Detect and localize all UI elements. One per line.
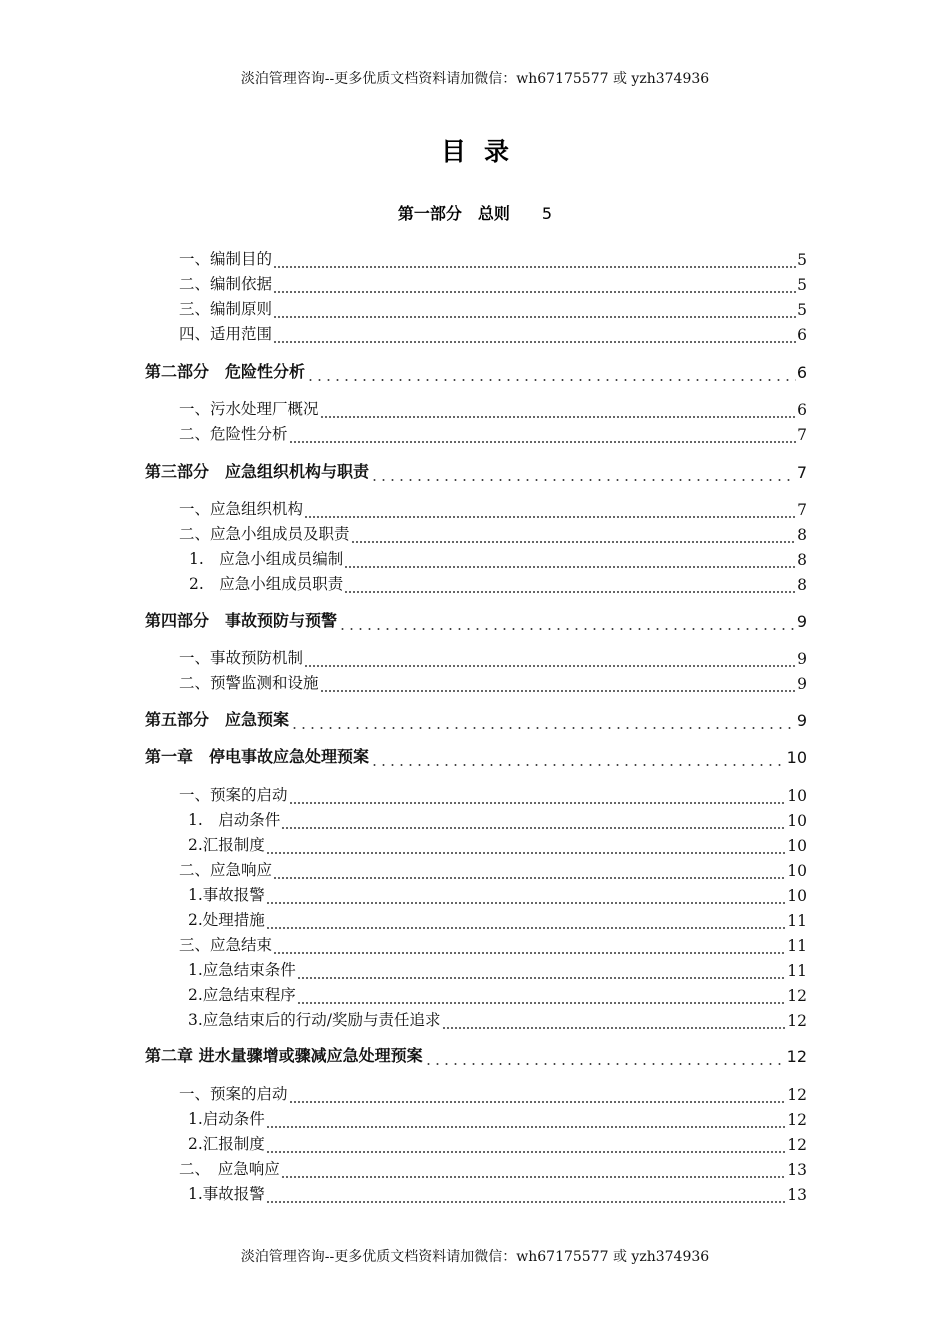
toc-leader bbox=[281, 812, 786, 830]
toc-heading[interactable] bbox=[145, 609, 807, 631]
toc-part-one-label: 第一部分 总则 bbox=[397, 204, 510, 223]
toc-part-one[interactable] bbox=[0, 201, 950, 224]
toc-entry[interactable] bbox=[145, 883, 807, 905]
toc-entry[interactable] bbox=[145, 1107, 807, 1129]
toc-entry[interactable] bbox=[145, 908, 807, 930]
toc-heading-label: 第五部分 应急预案 bbox=[145, 710, 290, 729]
toc-heading[interactable] bbox=[145, 708, 807, 730]
toc-entry-page: 11 bbox=[787, 912, 807, 930]
toc-entry[interactable] bbox=[145, 858, 807, 880]
toc-entry[interactable] bbox=[145, 547, 807, 569]
toc-entry-label: 2.应急结束程序 bbox=[188, 986, 296, 1004]
toc-entry-page: 8 bbox=[797, 526, 807, 544]
toc-entry-page: 12 bbox=[787, 1012, 807, 1030]
toc-leader bbox=[266, 1111, 786, 1129]
toc-leader bbox=[320, 401, 797, 419]
toc-leader bbox=[338, 614, 796, 631]
toc-heading-label: 第四部分 事故预防与预警 bbox=[145, 611, 338, 630]
toc-heading[interactable] bbox=[145, 745, 807, 767]
toc-entry-page: 11 bbox=[787, 962, 807, 980]
toc-entry-label: 3.应急结束后的行动/奖励与责任追求 bbox=[188, 1011, 441, 1029]
toc-leader bbox=[370, 465, 796, 482]
toc-entry[interactable] bbox=[145, 808, 807, 830]
toc-heading[interactable] bbox=[145, 460, 807, 482]
toc-heading[interactable] bbox=[145, 1044, 807, 1066]
toc-heading-page: 9 bbox=[796, 612, 807, 631]
toc-entry[interactable] bbox=[145, 983, 807, 1005]
toc-entry-page: 5 bbox=[797, 251, 807, 269]
toc-entry-page: 12 bbox=[787, 1111, 807, 1129]
toc-entry-page: 10 bbox=[787, 787, 807, 805]
toc-heading-label: 第二章 进水量骤增或骤减应急处理预案 bbox=[145, 1046, 423, 1065]
toc-leader bbox=[266, 837, 786, 855]
toc-leader bbox=[273, 251, 796, 269]
toc-leader bbox=[306, 365, 796, 382]
toc-heading-page: 10 bbox=[786, 748, 807, 767]
page-title: 目录 bbox=[440, 137, 527, 166]
toc-entry[interactable] bbox=[145, 1132, 807, 1154]
toc-entry-label: 一、编制目的 bbox=[179, 250, 273, 268]
toc-entry-label: 1.事故报警 bbox=[188, 886, 265, 904]
toc-entry[interactable] bbox=[145, 297, 807, 319]
toc-part-one-page: 5 bbox=[541, 204, 553, 223]
toc-entry-page: 12 bbox=[787, 1086, 807, 1104]
toc-entry[interactable] bbox=[145, 933, 807, 955]
toc-heading-label: 第一章 停电事故应急处理预案 bbox=[145, 747, 370, 766]
toc-leader bbox=[344, 551, 796, 569]
toc-entry-page: 6 bbox=[797, 326, 807, 344]
toc-leader bbox=[273, 862, 786, 880]
toc-heading-label: 第二部分 危险性分析 bbox=[145, 362, 306, 381]
toc-heading-page: 12 bbox=[786, 1047, 807, 1066]
toc-entry-label: 2. 应急小组成员职责 bbox=[189, 575, 344, 593]
toc-leader bbox=[266, 1186, 786, 1204]
toc-entry[interactable] bbox=[145, 646, 807, 668]
toc-entry-page: 9 bbox=[797, 650, 807, 668]
toc-entry-label: 1.应急结束条件 bbox=[188, 961, 296, 979]
toc-entry-page: 11 bbox=[787, 937, 807, 955]
toc-entry-label: 四、适用范围 bbox=[179, 325, 273, 343]
toc-leader bbox=[273, 276, 796, 294]
toc-entry[interactable] bbox=[145, 1082, 807, 1104]
toc-leader bbox=[424, 1049, 786, 1066]
toc-entry-label: 一、应急组织机构 bbox=[179, 500, 304, 518]
toc-entry[interactable] bbox=[145, 247, 807, 269]
toc-heading-page: 7 bbox=[796, 463, 807, 482]
toc-leader bbox=[297, 962, 786, 980]
toc-entry[interactable] bbox=[145, 783, 807, 805]
toc-entry-label: 2.汇报制度 bbox=[188, 1135, 265, 1153]
toc-leader bbox=[320, 675, 797, 693]
toc-entry[interactable] bbox=[145, 572, 807, 594]
toc-entry-label: 二、预警监测和设施 bbox=[179, 674, 319, 692]
toc-entry-page: 12 bbox=[787, 987, 807, 1005]
toc-entry-page: 5 bbox=[797, 301, 807, 319]
toc-entry-label: 二、编制依据 bbox=[179, 275, 273, 293]
toc-leader bbox=[289, 1086, 787, 1104]
toc-leader bbox=[273, 326, 796, 344]
toc-entry[interactable] bbox=[145, 1157, 807, 1179]
toc-entry-page: 13 bbox=[787, 1186, 807, 1204]
toc-entry-label: 二、危险性分析 bbox=[179, 425, 288, 443]
toc-entry-label: 一、预案的启动 bbox=[179, 786, 288, 804]
toc-leader bbox=[266, 887, 786, 905]
toc-entry-label: 一、事故预防机制 bbox=[179, 649, 304, 667]
toc-entry-label: 三、编制原则 bbox=[179, 300, 273, 318]
toc-entry[interactable] bbox=[145, 1008, 807, 1030]
toc-heading-page: 6 bbox=[796, 363, 807, 382]
toc-entry-label: 一、污水处理厂概况 bbox=[179, 400, 319, 418]
toc-entry-page: 13 bbox=[787, 1161, 807, 1179]
toc-leader bbox=[266, 1136, 786, 1154]
toc-leader bbox=[351, 526, 797, 544]
toc-heading[interactable] bbox=[145, 360, 807, 382]
toc-entry-page: 10 bbox=[787, 887, 807, 905]
toc-leader bbox=[289, 426, 797, 444]
toc-leader bbox=[442, 1012, 787, 1030]
toc-entry[interactable] bbox=[145, 522, 807, 544]
toc-leader bbox=[304, 501, 796, 519]
toc-entry-label: 1.事故报警 bbox=[188, 1185, 265, 1203]
toc-entry-page: 6 bbox=[797, 401, 807, 419]
toc-leader bbox=[304, 650, 796, 668]
toc-leader bbox=[273, 301, 796, 319]
toc-leader bbox=[344, 576, 796, 594]
toc-leader bbox=[281, 1161, 787, 1179]
toc-entry-page: 8 bbox=[797, 576, 807, 594]
toc-leader bbox=[290, 713, 796, 730]
toc-entry-label: 2.汇报制度 bbox=[188, 836, 265, 854]
toc-entry[interactable] bbox=[145, 1182, 807, 1204]
toc-entry-label: 1. 应急小组成员编制 bbox=[189, 550, 344, 568]
toc-leader bbox=[370, 750, 786, 767]
toc-leader bbox=[266, 912, 786, 930]
toc-entry-page: 12 bbox=[787, 1136, 807, 1154]
toc-entry-label: 二、应急响应 bbox=[179, 861, 273, 879]
toc-entry[interactable] bbox=[145, 422, 807, 444]
toc-entry[interactable] bbox=[145, 833, 807, 855]
toc-entry-label: 一、预案的启动 bbox=[179, 1085, 288, 1103]
toc-entry-page: 10 bbox=[787, 812, 807, 830]
toc-entry[interactable] bbox=[145, 322, 807, 344]
toc-entry-page: 5 bbox=[797, 276, 807, 294]
toc-entry[interactable] bbox=[145, 397, 807, 419]
toc-entry-page: 7 bbox=[797, 501, 807, 519]
toc-entry-page: 10 bbox=[787, 837, 807, 855]
toc-entry[interactable] bbox=[145, 497, 807, 519]
toc-entry-label: 1.启动条件 bbox=[188, 1110, 265, 1128]
page-footer: 淡泊管理咨询--更多优质文档资料请加微信：wh67175577 或 yzh374936 bbox=[240, 1249, 710, 1265]
toc-entry[interactable] bbox=[145, 671, 807, 693]
toc-heading-page: 9 bbox=[796, 711, 807, 730]
toc-entry-label: 1. 启动条件 bbox=[188, 811, 281, 829]
toc-entry[interactable] bbox=[145, 272, 807, 294]
toc-entry-page: 7 bbox=[797, 426, 807, 444]
toc-entry-label: 二、应急小组成员及职责 bbox=[179, 525, 350, 543]
toc-entry-page: 8 bbox=[797, 551, 807, 569]
toc-entry-page: 10 bbox=[787, 862, 807, 880]
toc-entry[interactable] bbox=[145, 958, 807, 980]
toc-entry-page: 9 bbox=[797, 675, 807, 693]
toc-leader bbox=[289, 787, 787, 805]
page-header: 淡泊管理咨询--更多优质文档资料请加微信：wh67175577 或 yzh374936 bbox=[240, 71, 710, 87]
toc-entry-label: 三、应急结束 bbox=[179, 936, 273, 954]
toc-leader bbox=[297, 987, 786, 1005]
toc-entry-label: 二、 应急响应 bbox=[179, 1160, 280, 1178]
toc-heading-label: 第三部分 应急组织机构与职责 bbox=[145, 462, 370, 481]
toc-entry-label: 2.处理措施 bbox=[188, 911, 265, 929]
toc-leader bbox=[273, 937, 786, 955]
